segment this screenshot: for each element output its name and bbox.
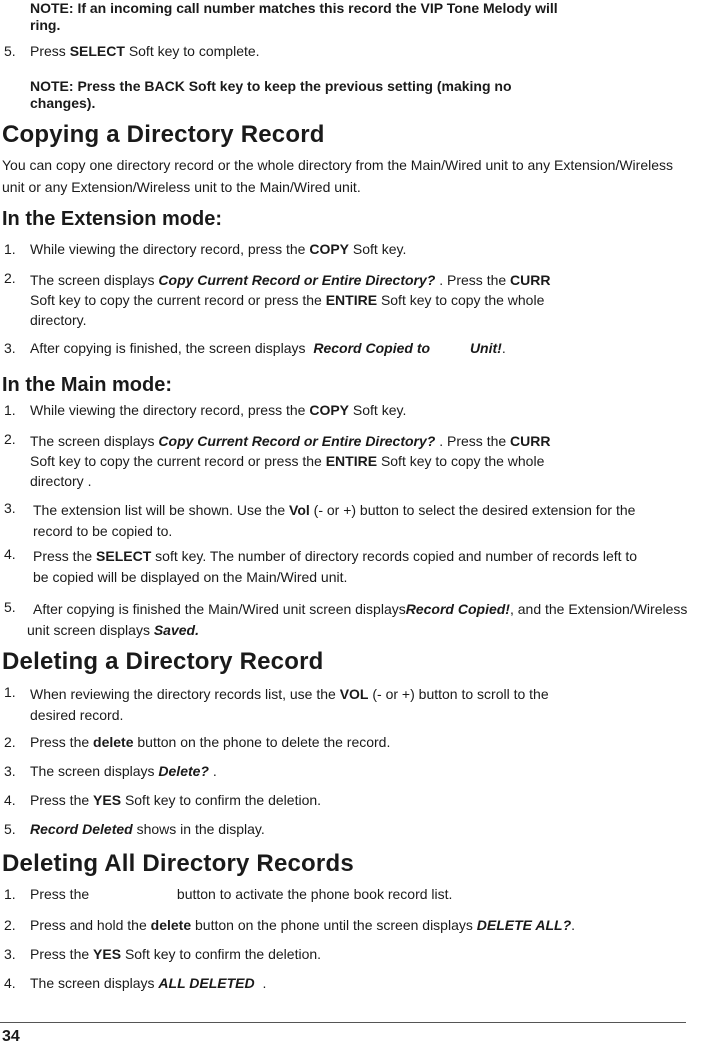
step-text: While viewing the directory record, press the COPY Soft key.: [30, 241, 407, 257]
step-text: When reviewing the directory records list, use the VOL (- or +) button to scroll to the desired record.: [30, 686, 549, 723]
step-number: 1.: [4, 684, 16, 700]
soft-key-label: CURR: [510, 433, 551, 449]
step-text: The screen displays Copy Current Record or Entire Directory? . Press the CURR Soft key to copy the current record or press the ENTIRE Soft key to copy the whole directory.: [30, 272, 551, 328]
step-text: After copying is finished, the screen displays Record Copied to Unit!.: [30, 340, 506, 356]
soft-key-label: YES: [93, 792, 122, 808]
step-text: Press the SELECT soft key. The number of directory records copied and number of records left to be copied will be displayed on the Main/Wired unit.: [33, 548, 638, 585]
step-number: 5.: [4, 821, 16, 837]
step-text: After copying is finished the Main/Wired unit screen displaysRecord Copied!, and the Extension/Wireless unit screen displays Saved.: [27, 601, 688, 638]
step-number: 2.: [4, 431, 16, 447]
section-title-deleting: Deleting a Directory Record: [2, 648, 324, 675]
soft-key-label: YES: [93, 946, 122, 962]
screen-message: Record Copied to: [313, 340, 431, 356]
note-back-key: NOTE: Press the BACK Soft key to keep the previous setting (making no changes).: [30, 78, 512, 111]
soft-key-label: COPY: [309, 241, 350, 257]
screen-message: Record Copied!: [405, 601, 510, 617]
step-number: 3.: [4, 340, 16, 356]
step-number: 4.: [4, 975, 16, 991]
step-number: 3.: [4, 763, 16, 779]
button-label: delete: [93, 734, 134, 750]
screen-message: Saved.: [153, 622, 199, 638]
step-text: Press SELECT Soft key to complete.: [30, 43, 260, 59]
screen-message: Copy Current Record or Entire Directory?: [158, 433, 436, 449]
step-text: Press the YES Soft key to confirm the deletion.: [30, 792, 322, 808]
step-number: 2.: [4, 917, 16, 933]
step-number: 3.: [4, 500, 16, 516]
soft-key-label: ENTIRE: [325, 292, 378, 308]
screen-message: Record Deleted: [30, 821, 133, 837]
step-text: Press the delete button on the phone to delete the record.: [30, 734, 391, 750]
step-number: 1.: [4, 241, 16, 257]
soft-key-label: ENTIRE: [325, 453, 378, 469]
step-number: 4.: [4, 546, 16, 562]
step-text: The screen displays Copy Current Record or Entire Directory? . Press the CURR Soft key to copy the current record or press the ENTIRE Soft key to copy the whole directory .: [30, 433, 551, 489]
step-text: Record Deleted shows in the display.: [30, 821, 265, 837]
step-number: 2.: [4, 734, 16, 750]
screen-message: DELETE ALL?: [476, 917, 572, 933]
section-title-deleting-all: Deleting All Directory Records: [2, 850, 354, 877]
screen-message: ALL DELETED: [158, 975, 255, 991]
soft-key-label: SELECT: [69, 43, 125, 59]
step-text: The screen displays ALL DELETED .: [30, 975, 267, 991]
step-number: 1.: [4, 886, 16, 902]
step-text: While viewing the directory record, press the COPY Soft key.: [30, 402, 407, 418]
step-text: The screen displays Delete? .: [30, 763, 217, 779]
heading-extension-mode: In the Extension mode:: [2, 208, 223, 230]
soft-key-label: SELECT: [96, 548, 152, 564]
screen-message: Unit!: [469, 340, 502, 356]
step-number: 1.: [4, 402, 16, 418]
step-number: 3.: [4, 946, 16, 962]
step-number: 5.: [4, 43, 16, 59]
heading-main-mode: In the Main mode:: [2, 374, 172, 396]
step-number: 2.: [4, 270, 16, 286]
page-number: 34: [2, 1028, 20, 1045]
button-label: delete: [150, 917, 192, 933]
button-label: Vol: [289, 502, 310, 518]
button-label: VOL: [339, 686, 369, 702]
footer-divider: [0, 1022, 686, 1023]
step-number: 5.: [4, 599, 16, 615]
step-text: Press and hold the delete button on the phone until the screen displays DELETE ALL?.: [30, 917, 576, 933]
screen-message: Delete?: [158, 763, 209, 779]
soft-key-label: COPY: [309, 402, 350, 418]
step-number: 4.: [4, 792, 16, 808]
screen-message: Copy Current Record or Entire Directory?: [158, 272, 436, 288]
copy-intro: You can copy one directory record or the whole directory from the Main/Wired unit to any Extension/Wireless unit or any Extension/Wireless unit to the Main/Wired unit.: [2, 157, 674, 195]
step-text: Press the button to activate the phone book record list.: [30, 886, 453, 902]
section-title-copying: Copying a Directory Record: [2, 121, 325, 148]
soft-key-label: CURR: [510, 272, 551, 288]
note-vip-tone: NOTE: If an incoming call number matches this record the VIP Tone Melody will ring.: [30, 0, 558, 33]
step-text: Press the YES Soft key to confirm the deletion.: [30, 946, 322, 962]
step-text: The extension list will be shown. Use the Vol (- or +) button to select the desired extension for the record to be copied to.: [33, 502, 636, 539]
